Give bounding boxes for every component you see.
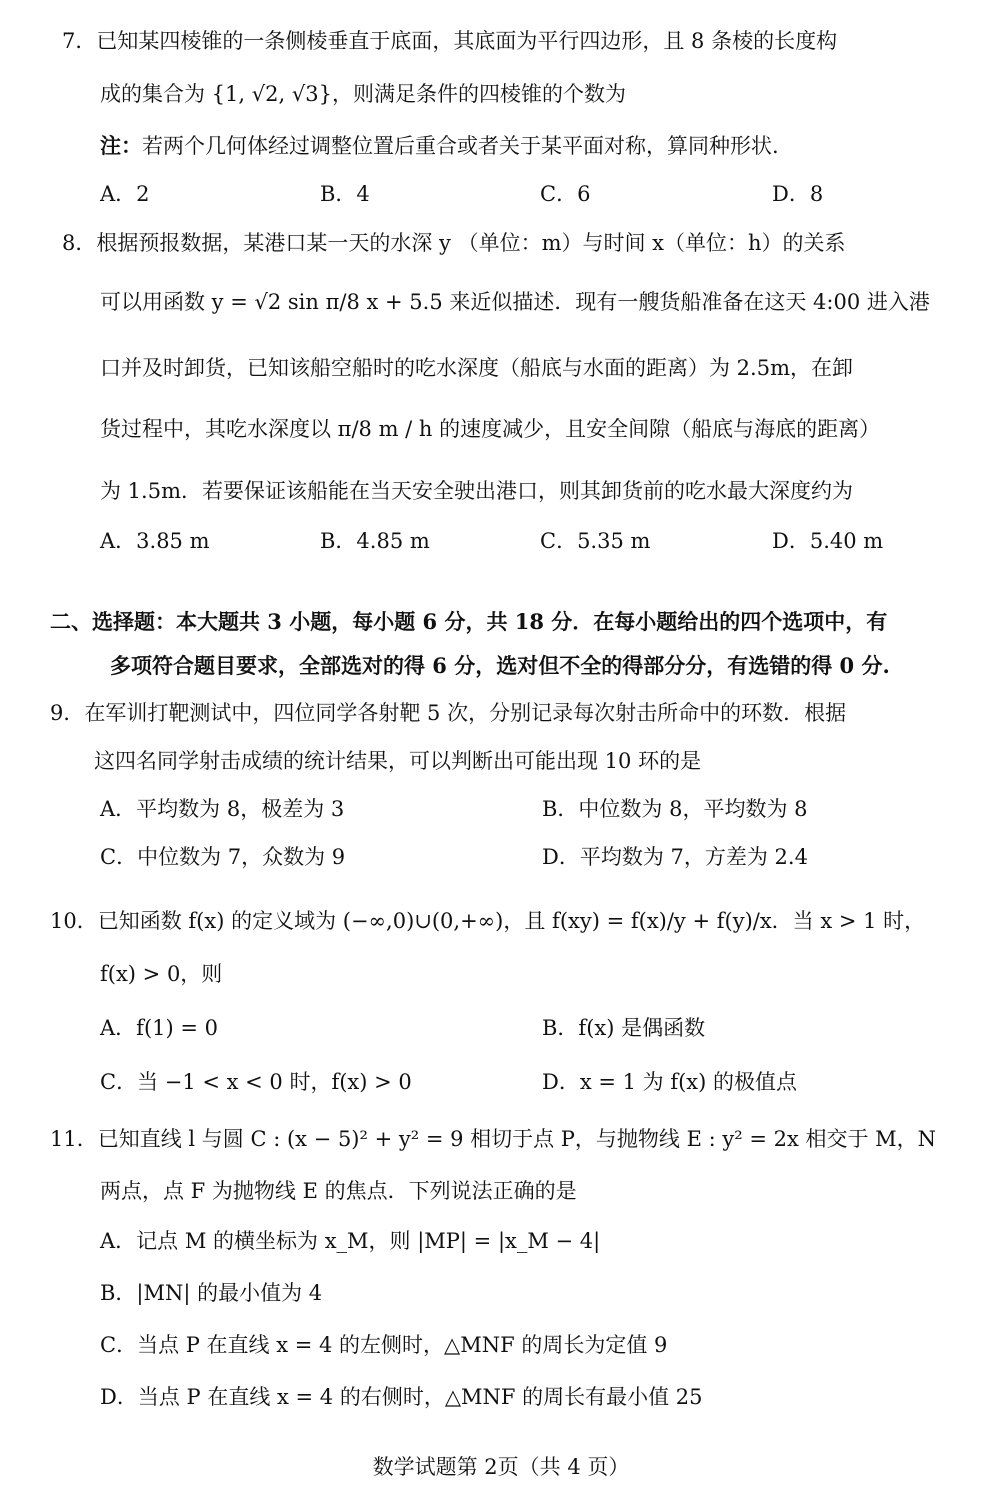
section2-line2: 多项符合题目要求，全部选对的得 6 分，选对但不全的得部分分，有选错的得 0 分. — [110, 653, 890, 678]
q8-line4: 货过程中，其吃水深度以 π/8 m / h 的速度减少，且安全间隙（船底与海底的距离） — [100, 417, 881, 441]
q7-option-b: B．4 — [320, 182, 370, 206]
q9-line1: 9．在军训打靶测试中，四位同学各射靶 5 次，分别记录每次射击所命中的环数．根据 — [50, 701, 847, 725]
q10-line1: 10．已知函数 f(x) 的定义域为 (−∞,0)∪(0,+∞)，且 f(xy) = f(x)/y + f(y)/x．当 x > 1 时， — [50, 909, 926, 933]
q8-line5: 为 1.5m．若要保证该船能在当天安全驶出港口，则其卸货前的吃水最大深度约为 — [100, 479, 853, 503]
q7-line2: 成的集合为 {1, √2, √3}，则满足条件的四棱锥的个数为 — [100, 82, 626, 106]
section2-line1: 二、选择题：本大题共 3 小题，每小题 6 分，共 18 分．在每小题给出的四个选项中，有 — [50, 609, 888, 634]
q8-option-b: B．4.85 m — [320, 529, 430, 553]
q9-options-row2 — [100, 844, 970, 870]
q8-line2: 可以用函数 y = √2 sin π/8 x + 5.5 来近似描述．现有一艘货船准备在这天 4:00 进入港 — [100, 290, 930, 314]
q10-option-b: B．f(x) 是偶函数 — [542, 1016, 706, 1040]
q7-note-label: 注： — [100, 133, 142, 158]
q11-line2: 两点，点 F 为抛物线 E 的焦点．下列说法正确的是 — [100, 1179, 577, 1203]
q10-options-row2 — [100, 1069, 970, 1095]
q10-line2: f(x) > 0，则 — [100, 962, 223, 986]
q8-options — [100, 528, 950, 554]
q11-line1: 11．已知直线 l 与圆 C : (x − 5)² + y² = 9 相切于点 P，与抛物线 E : y² = 2x 相交于 M，N — [50, 1127, 937, 1151]
q10-option-d: D．x = 1 为 f(x) 的极值点 — [542, 1070, 798, 1094]
q11-option-a: A．记点 M 的横坐标为 x_M，则 |MP| = |x_M − 4| — [100, 1229, 601, 1253]
q7-option-d: D．8 — [772, 182, 824, 206]
q11-option-d: D．当点 P 在直线 x = 4 的右侧时，△MNF 的周长有最小值 25 — [100, 1385, 703, 1409]
page-footer: 数学试题第 2页（共 4 页） — [372, 1455, 630, 1479]
q9-option-a: A．平均数为 8，极差为 3 — [100, 797, 345, 821]
q8-option-c: C．5.35 m — [540, 529, 651, 553]
q7-option-c: C．6 — [540, 182, 591, 206]
q7-line1: 7．已知某四棱锥的一条侧棱垂直于底面，其底面为平行四边形，且 8 条棱的长度构 — [62, 29, 838, 53]
q7-note — [100, 133, 779, 159]
q8-line3: 口并及时卸货，已知该船空船时的吃水深度（船底与水面的距离）为 2.5m，在卸 — [100, 356, 853, 380]
q7-note-text: 若两个几何体经过调整位置后重合或者关于某平面对称，算同种形状. — [142, 134, 779, 158]
q7-option-a: A．2 — [100, 182, 150, 206]
q11-option-b: B．|MN| 的最小值为 4 — [100, 1281, 323, 1305]
q10-option-a: A．f(1) = 0 — [100, 1016, 218, 1040]
q8-option-a: A．3.85 m — [100, 529, 210, 553]
q9-option-c: C．中位数为 7，众数为 9 — [100, 845, 346, 869]
q9-option-d: D．平均数为 7，方差为 2.4 — [542, 845, 808, 869]
q9-option-b: B．中位数为 8，平均数为 8 — [542, 797, 808, 821]
q10-option-c: C．当 −1 < x < 0 时，f(x) > 0 — [100, 1070, 412, 1094]
q8-option-d: D．5.40 m — [772, 529, 884, 553]
q9-line2: 这四名同学射击成绩的统计结果，可以判断出可能出现 10 环的是 — [94, 749, 702, 773]
q8-line1: 8．根据预报数据，某港口某一天的水深 y （单位：m）与时间 x（单位：h）的关系 — [62, 231, 846, 255]
q9-options-row1 — [100, 796, 970, 822]
q11-option-c: C．当点 P 在直线 x = 4 的左侧时，△MNF 的周长为定值 9 — [100, 1333, 668, 1357]
q7-options — [100, 181, 950, 207]
q10-options-row1 — [100, 1015, 970, 1041]
